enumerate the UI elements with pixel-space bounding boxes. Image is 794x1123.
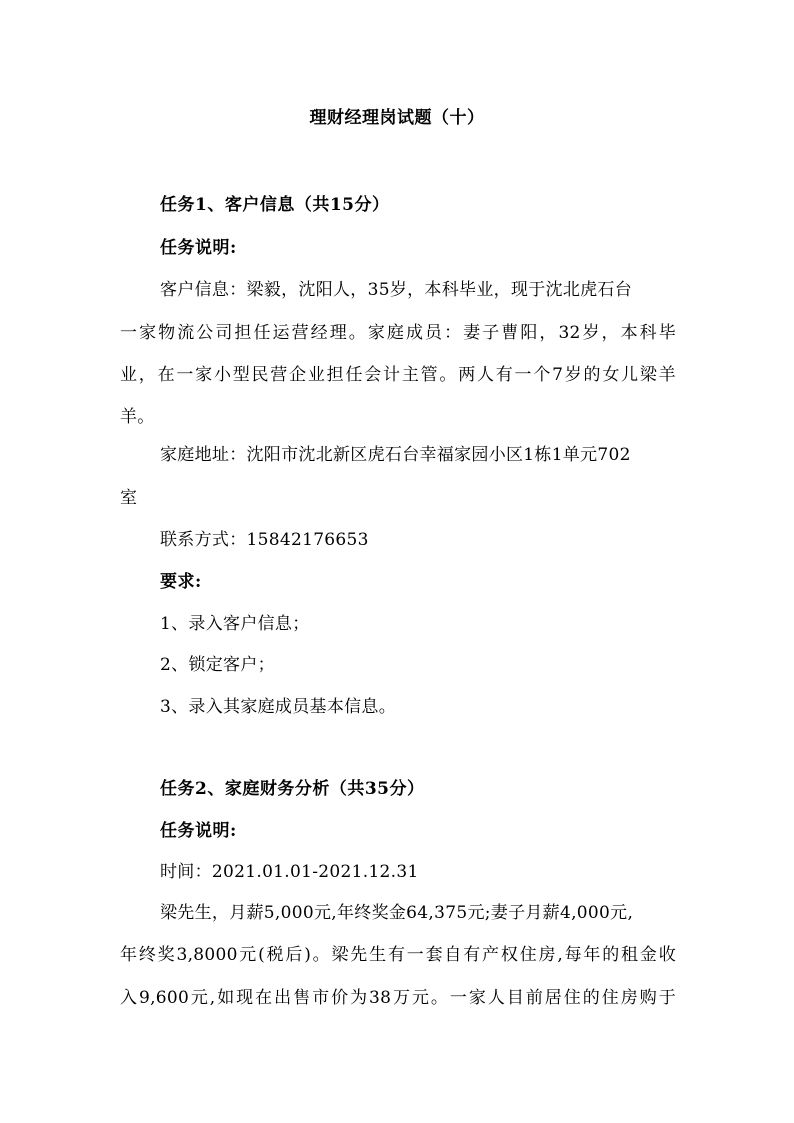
task2-details-line-3: 入9,600元,如现在出售市价为38万元。一家人目前居住的住房购于 (120, 988, 676, 1008)
task1-client-info-line-1: 客户信息：梁毅，沈阳人，35岁，本科毕业，现于沈北虎石台 (160, 280, 633, 300)
task1-desc-label: 任务说明: (160, 238, 237, 258)
document-title: 理财经理岗试题（十） (309, 108, 485, 128)
task1-requirement-2: 2、锁定客户； (160, 655, 275, 675)
task1-client-info-line-3: 业，在一家小型民营企业担任会计主管。两人有一个7岁的女儿梁羊 (120, 365, 676, 385)
task1-heading: 任务1、客户信息（共15分） (160, 195, 390, 215)
task2-time: 时间：2021.01.01-2021.12.31 (160, 862, 419, 882)
task1-contact: 联系方式：15842176653 (160, 530, 369, 550)
task2-details-line-2: 年终奖3,8000元(税后)。梁先生有一套自有产权住房,每年的租金收 (120, 945, 676, 965)
task1-client-info-line-4: 羊。 (120, 407, 155, 427)
task1-requirement-1: 1、录入客户信息； (160, 614, 310, 634)
task2-details-line-1: 梁先生，月薪5,000元,年终奖金64,375元;妻子月薪4,000元, (160, 903, 634, 923)
task2-desc-label: 任务说明: (160, 821, 237, 841)
task1-address-line-2: 室 (120, 488, 138, 508)
task1-requirement-3: 3、录入其家庭成员基本信息。 (160, 697, 397, 717)
task1-address-line-1: 家庭地址：沈阳市沈北新区虎石台幸福家园小区1栋1单元702 (160, 445, 631, 465)
task1-client-info-line-2: 一家物流公司担任运营经理。家庭成员：妻子曹阳，32岁，本科毕 (120, 323, 676, 343)
task1-requirements-label: 要求: (160, 572, 202, 592)
task2-heading: 任务2、家庭财务分析（共35分） (160, 779, 425, 799)
